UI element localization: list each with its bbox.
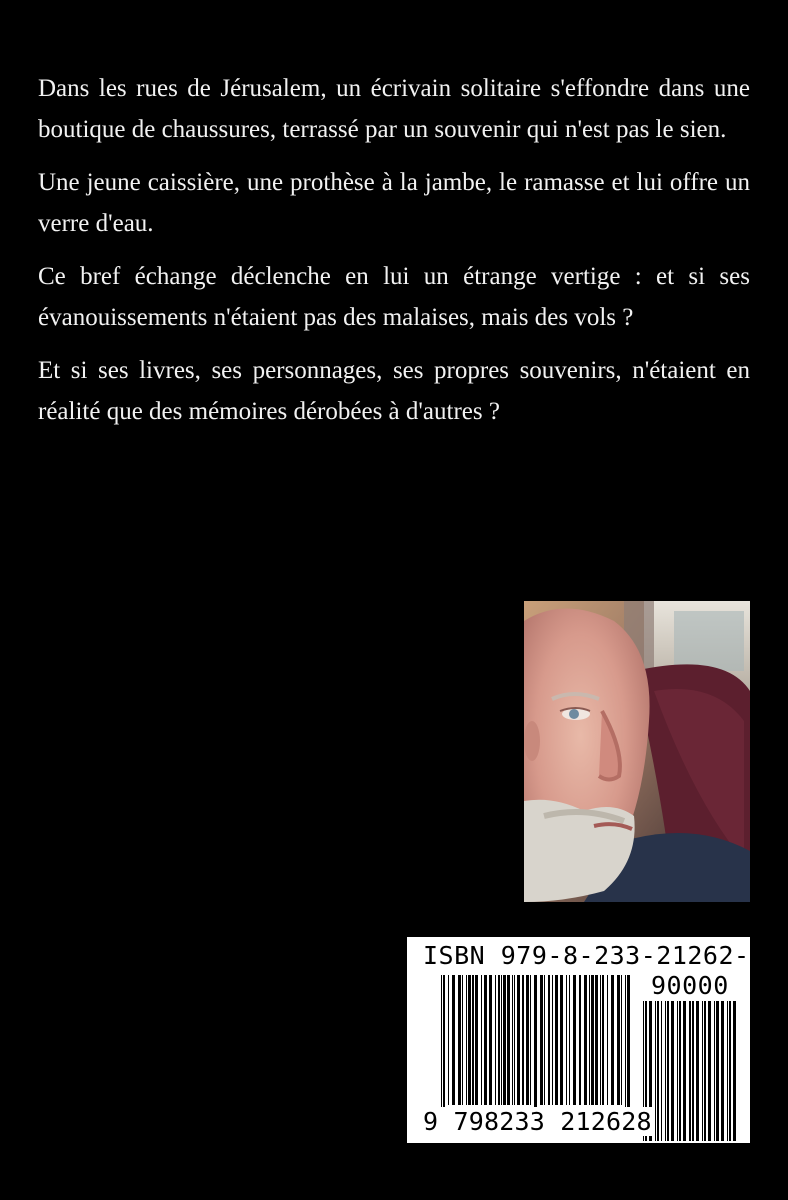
barcode-bar — [507, 975, 510, 1105]
barcode-bar — [584, 975, 587, 1105]
barcode-bar — [468, 975, 471, 1105]
addon-bar — [677, 1001, 678, 1141]
barcode-bar — [573, 975, 576, 1105]
barcode-bar — [555, 975, 558, 1105]
price-code: 90000 — [651, 971, 729, 1000]
barcode-bar — [517, 975, 520, 1105]
barcode-bar — [600, 975, 601, 1105]
blurb-paragraph-1: Dans les rues de Jérusalem, un écrivain solitaire s'effondre dans une boutique de chaussures, terrassé par un souvenir qui n'est pas le sien. — [38, 75, 750, 143]
barcode-bar — [534, 975, 537, 1115]
addon-bar — [665, 1001, 666, 1141]
barcode-bar — [579, 975, 581, 1105]
barcode-bar — [591, 975, 594, 1105]
barcode-bar — [595, 975, 598, 1105]
barcode-bar — [475, 975, 478, 1105]
addon-bar — [716, 1001, 719, 1141]
barcode-bar — [552, 975, 553, 1105]
barcode-bar — [530, 975, 531, 1105]
barcode-bar — [458, 975, 461, 1105]
blurb-text — [38, 68, 750, 444]
addon-bar — [721, 1001, 724, 1141]
barcode-bar — [611, 975, 614, 1105]
addon-bar — [692, 1001, 694, 1141]
author-photo — [524, 601, 750, 902]
addon-bar — [655, 1001, 656, 1141]
barcode-bar — [548, 975, 550, 1105]
barcode-bar — [503, 975, 506, 1105]
barcode-bar — [569, 975, 570, 1105]
addon-bar — [689, 1001, 691, 1141]
addon-bar — [661, 1001, 662, 1141]
barcode-bar — [443, 975, 445, 1115]
barcode-bar — [452, 975, 455, 1105]
addon-bar — [667, 1001, 669, 1141]
barcode-bar — [489, 975, 492, 1105]
addon-bar — [657, 1001, 659, 1141]
blurb-paragraph-3: Ce bref échange déclenche en lui un étrange vertige : et si ses évanouissements n'étaient pas des malaises, mais des vols ? — [38, 263, 750, 331]
addon-bar — [708, 1001, 711, 1141]
barcode-bar — [589, 975, 590, 1105]
addon-bar — [702, 1001, 703, 1141]
barcode-bar — [560, 975, 563, 1105]
addon-bar — [733, 1001, 736, 1141]
barcode-bar — [540, 975, 543, 1105]
blurb-paragraph-2: Une jeune caissière, une prothèse à la jambe, le ramasse et lui offre un verre d'eau. — [38, 169, 750, 237]
addon-bar — [704, 1001, 706, 1141]
blurb-paragraph-4: Et si ses livres, ses personnages, ses propres souvenirs, n'étaient en réalité que des mémoires dérobées à d'autres ? — [38, 357, 750, 425]
barcode-bar — [501, 975, 502, 1105]
barcode-bar — [602, 975, 604, 1105]
addon-bar — [714, 1001, 715, 1141]
barcode-bar — [522, 975, 524, 1105]
barcode-bar — [512, 975, 513, 1105]
barcode-bar — [498, 975, 500, 1105]
addon-bar — [729, 1001, 731, 1141]
barcode-bar — [526, 975, 529, 1105]
barcode-bar — [566, 975, 567, 1105]
barcode-bar — [484, 975, 487, 1105]
addon-bar — [671, 1001, 674, 1141]
barcode-bar — [625, 975, 626, 1115]
barcode-bar — [617, 975, 620, 1105]
addon-bar — [727, 1001, 728, 1141]
addon-bar — [683, 1001, 686, 1141]
barcode-bar — [607, 975, 608, 1105]
barcode-bar — [544, 975, 545, 1105]
barcode-bar — [621, 975, 622, 1105]
barcode-bar — [514, 975, 515, 1105]
barcode-bar — [495, 975, 496, 1105]
addon-bar — [696, 1001, 699, 1141]
isbn-barcode — [407, 937, 766, 1143]
barcode-bar — [441, 975, 442, 1115]
addon-bar — [679, 1001, 681, 1141]
barcode-bar — [466, 975, 467, 1105]
isbn-label: ISBN 979-8-233-21262-8 — [423, 941, 766, 970]
barcode-bar — [472, 975, 474, 1105]
barcode-bar — [462, 975, 463, 1105]
ean-digits: 9 798233 212628 — [423, 1107, 652, 1136]
barcode-bar — [481, 975, 482, 1105]
barcode-bar — [627, 975, 630, 1115]
barcode-bar — [448, 975, 449, 1105]
